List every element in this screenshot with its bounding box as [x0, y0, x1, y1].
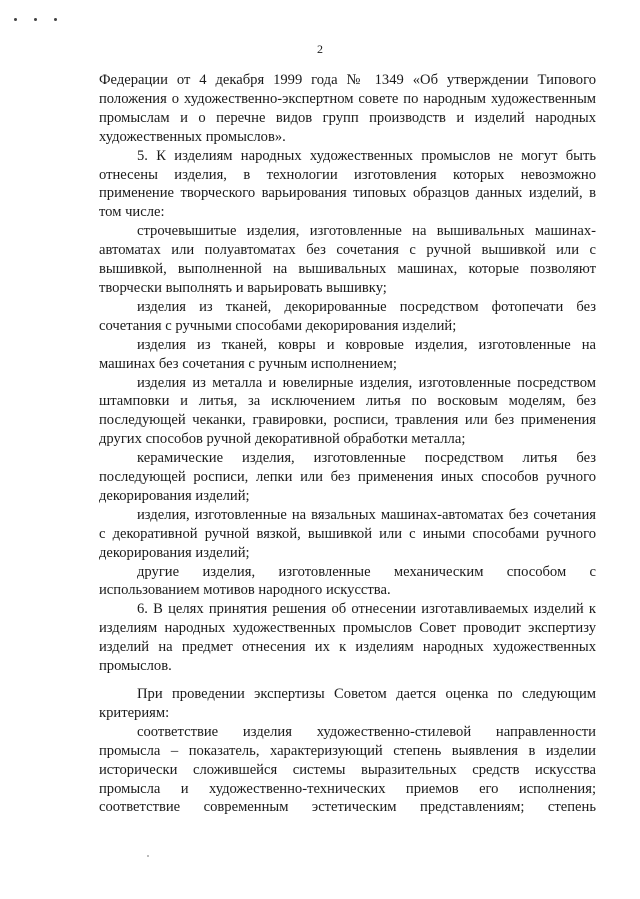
paragraph-expertise-criteria: При проведении экспертизы Советом дается оценка по следующим критериям: [99, 686, 596, 721]
document-body [99, 71, 596, 817]
paragraph-metal-items: изделия из металла и ювелирные изделия, изготовленные посредством штамповки и литья, за исключением литья по восковым моделям, без последующей чеканки, гравировки, росписи, травления или без применения других способов ручной декоративной обработки металла; [99, 374, 596, 448]
paragraph-embroidered-items: строчевышитые изделия, изготовленные на вышивальных машинах-автоматах или полуавтоматах без сочетания с ручной вышивкой или с вышивкой, выполненной на вышивальных машинах, которые позволяют творчески выполнять и варьировать вышивку; [99, 223, 596, 296]
paragraph-item-5: 5. К изделиям народных художественных промыслов не могут быть отнесены изделия, в технологии изготовления которых невозможно применение творческого варьирования типовых образцов данных изделий, в том числе: [99, 147, 596, 221]
page-number: 2 [317, 42, 323, 56]
paragraph-item-6: 6. В целях принятия решения об отнесении изготавливаемых изделий к изделиям народных художественных промыслов Совет проводит экспертизу изделий на предмет отнесения их к изделиям народных художественных промыслов. [99, 601, 596, 675]
scan-dot [54, 18, 57, 21]
scan-artifact-dots [14, 14, 74, 24]
scan-dot [14, 18, 17, 21]
paragraph-machine-carpets: изделия из тканей, ковры и ковровые изделия, изготовленные на машинах без сочетания с ручным исполнением; [99, 336, 596, 372]
paragraph-style-conformity: соответствие изделия художественно-стилевой направленности промысла – показатель, характеризующий степень выявления в изделии исторически сложившейся системы выразительных средств искусства промысла и художественно-технических приемов его исполнения; соответствие современным эстетическим представлениям; степень [99, 723, 596, 816]
paragraph-other-mechanical-items: другие изделия, изготовленные механическим способом с использованием мотивов народного искусства. [99, 563, 596, 599]
paragraph-photo-print-fabrics: изделия из тканей, декорированные посредством фотопечати без сочетания с ручными способами декорирования изделий; [99, 298, 596, 334]
paragraph-ceramic-items: керамические изделия, изготовленные посредством литья без последующей росписи, лепки или без применения иных способов ручного декорирования изделий; [99, 450, 596, 504]
scan-dot [34, 18, 37, 21]
paragraph-federation-decree: Федерации от 4 декабря 1999 года № 1349 «Об утверждении Типового положения о художественно-экспертном совете по народным художественным промыслам и о перечне видов групп производств и изделий народных художественных промыслов». [99, 72, 596, 145]
paragraph-knitted-items: изделия, изготовленные на вязальных машинах-автоматах без сочетания с декоративной ручной вязкой, вышивкой или с иными способами ручного декорирования изделий; [99, 506, 596, 561]
scan-speck [147, 855, 149, 857]
